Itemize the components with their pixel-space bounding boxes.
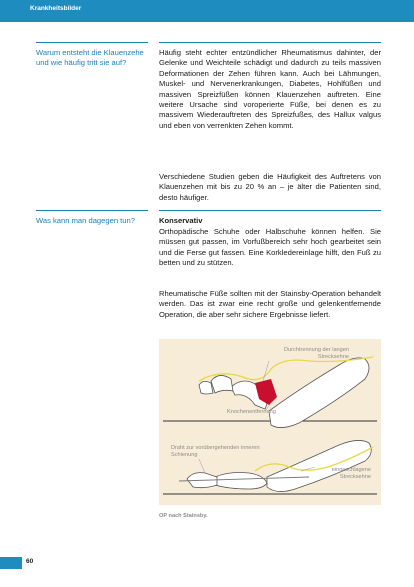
page-number-bar — [0, 557, 22, 569]
body-paragraph: Verschiedene Studien geben die Häufigkeit des Auftretens von Klauenzehen mit bis zu 20 % an – je älter die Patienten sind, desto häufiger. — [159, 172, 381, 202]
header-bar — [0, 0, 414, 22]
subheading-text: Konservativ — [159, 216, 203, 225]
figure-caption: OP nach Stainsby. — [159, 513, 208, 519]
metatarsal-bone-bottom — [267, 440, 371, 491]
chapter-title: Krankheitsbilder — [30, 5, 82, 12]
body-paragraph: Orthopädische Schuhe oder Halbschuhe können helfen. Sie müssen gut passen, im Vorfußbereich sehr hoch gearbeitet sein und die Ferse gut fassen. Eine Korkledereinlage hilft, den Fuß zu betten und zu stützen. — [159, 227, 381, 268]
metatarsal-bone-top — [269, 358, 369, 428]
question-rule — [36, 42, 148, 43]
surgery-illustration — [159, 339, 381, 505]
label-bone-removal: Knochenentfernung — [227, 409, 276, 415]
distal-phalanx-top — [199, 381, 213, 394]
subheading — [159, 216, 381, 226]
question-heading: Was kann man dagegen tun? — [36, 216, 135, 225]
body-paragraph: Rheumatische Füße sollten mit der Stainsby-Operation behandelt werden. Das ist zwar eine recht große und gelenkentfernende Operation, die aber sehr sichere Ergebnisse liefert. — [159, 289, 381, 319]
answer-rule — [159, 210, 381, 211]
page-number: 60 — [26, 558, 34, 565]
answer-rule — [159, 42, 381, 43]
body-paragraph: Häufig steht echter entzündlicher Rheumatismus dahinter, der Gelenke und Weichteile schädigt und dadurch zu teils massiven Deformationen der Zehen führen kann. Auch bei Lähmungen, Muskel- und Nervenerkrankungen, Diabetes, Hohlfüßen und massiven Spreizfüßen können Klauenzehen auftreten. Eine weitere Ursache sind voroperierte Füße, bei denen es zu massivem Wiederauftreten des Spreizfußes, des Hallux valgus und eben von verrenkten Zehen kommt. — [159, 48, 381, 130]
phalanges-bottom — [215, 473, 267, 490]
question-heading: Warum entsteht die Klauenzehe und wie häufig tritt sie auf? — [36, 48, 144, 67]
label-tendon-cut: Durchtrennung der langen Strecksehne — [284, 347, 349, 360]
question-rule — [36, 210, 148, 211]
label-tendon-sutured: eingeschlagene Strecksehne — [331, 467, 371, 480]
label-wire: Draht zur vorübergehenden inneren Schienung — [171, 445, 260, 458]
middle-phalanx-top — [211, 375, 233, 393]
